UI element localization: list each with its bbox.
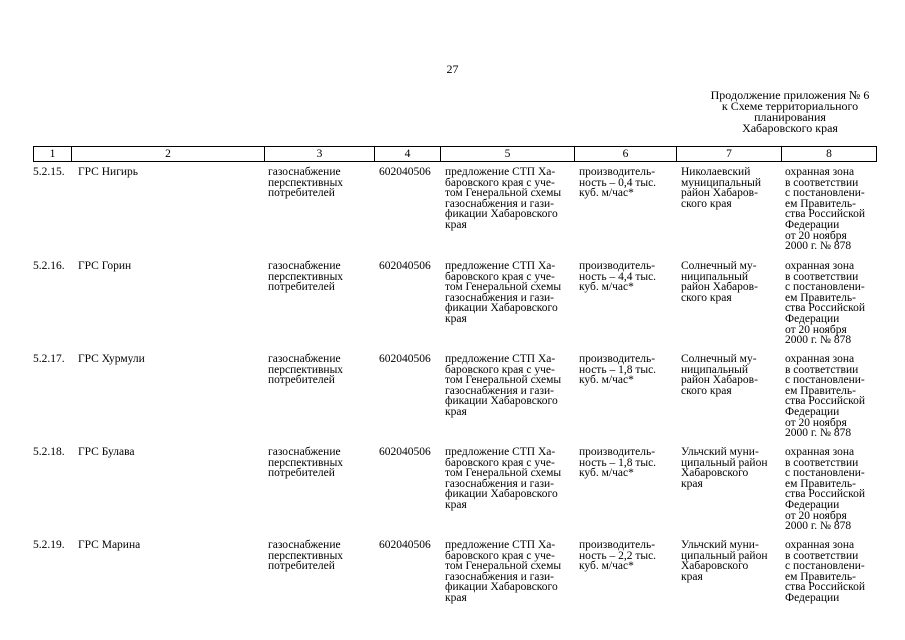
protected-zone-cell: [785, 447, 880, 532]
object-code-line: 602040506: [379, 166, 431, 178]
row-number-line: 5.2.16.: [33, 260, 65, 272]
purpose-line: газоснабжение: [268, 353, 341, 365]
protected-zone-line: охранная зона: [785, 260, 855, 272]
capacity-line: производитель-: [579, 446, 656, 458]
protected-zone-line: от 20 ноября: [785, 416, 847, 429]
capacity-line: куб. м/час*: [579, 467, 634, 480]
basis-cell: [445, 261, 577, 325]
purpose-line: перспективных: [268, 363, 344, 376]
basis-line: том Генеральной схемы: [445, 187, 562, 200]
column-header-table: [33, 146, 877, 162]
basis-line: предложение СТП Ха-: [445, 539, 556, 551]
protected-zone-line: ем Правитель-: [785, 291, 856, 304]
continuation-line: Продолжение приложения № 6: [710, 88, 870, 102]
column-header: 6: [575, 147, 677, 162]
protected-zone-line: 2000 г. № 878: [785, 334, 852, 347]
object-code-cell: [379, 354, 442, 365]
protected-zone-line: ем Правитель-: [785, 477, 856, 490]
capacity-line: производитель-: [579, 353, 656, 365]
protected-zone-line: ства Российской: [785, 581, 866, 594]
column-header: 8: [782, 147, 877, 162]
capacity-cell: [579, 167, 677, 199]
object-name-line: ГРС Марина: [78, 539, 141, 551]
location-cell: [681, 167, 781, 209]
purpose-line: потребителей: [268, 467, 335, 480]
capacity-cell: [579, 261, 677, 293]
location-line: края: [681, 477, 703, 490]
protected-zone-line: Федерации: [785, 498, 840, 511]
basis-line: газоснабжения и гази-: [445, 291, 555, 304]
location-cell: [681, 261, 781, 303]
basis-line: том Генеральной схемы: [445, 374, 562, 387]
protected-zone-line: Федерации: [785, 591, 840, 604]
object-code-cell: [379, 167, 442, 178]
location-line: район Хабаров-: [681, 281, 758, 294]
purpose-line: перспективных: [268, 549, 344, 562]
basis-line: баровского края с уче-: [445, 549, 555, 562]
basis-line: края: [445, 405, 467, 418]
row-number-line: 5.2.17.: [33, 353, 65, 365]
purpose-line: перспективных: [268, 176, 344, 189]
protected-zone-line: с постановлени-: [785, 467, 865, 480]
protected-zone-line: в соответствии: [785, 270, 859, 283]
purpose-cell: [268, 540, 373, 572]
location-cell: [681, 540, 781, 582]
location-line: Ульчский муни-: [681, 539, 759, 551]
protected-zone-line: с постановлени-: [785, 374, 865, 387]
protected-zone-line: охранная зона: [785, 166, 855, 178]
object-code-cell: [379, 540, 442, 551]
column-header: 5: [441, 147, 575, 162]
purpose-line: газоснабжение: [268, 260, 341, 272]
location-line: ского края: [681, 384, 732, 397]
object-code-cell: [379, 447, 442, 458]
object-name-cell: [78, 447, 263, 458]
capacity-line: производитель-: [579, 539, 656, 551]
basis-line: фикации Хабаровского: [445, 208, 558, 221]
protected-zone-line: ства Российской: [785, 395, 866, 408]
protected-zone-line: охранная зона: [785, 539, 855, 551]
location-cell: [681, 354, 781, 396]
basis-line: баровского края с уче-: [445, 176, 555, 189]
protected-zone-line: от 20 ноября: [785, 323, 847, 336]
location-line: район Хабаров-: [681, 187, 758, 200]
location-line: ниципальный: [681, 363, 748, 376]
basis-cell: [445, 447, 577, 511]
location-line: Хабаровского: [681, 467, 749, 480]
object-name-cell: [78, 261, 263, 272]
location-line: район Хабаров-: [681, 374, 758, 387]
object-name-line: ГРС Нигирь: [78, 166, 139, 178]
basis-line: предложение СТП Ха-: [445, 166, 556, 178]
purpose-cell: [268, 261, 373, 293]
row-number-cell: [33, 540, 77, 551]
row-number-line: 5.2.19.: [33, 539, 65, 551]
purpose-line: перспективных: [268, 270, 344, 283]
basis-line: фикации Хабаровского: [445, 581, 558, 594]
object-code-line: 602040506: [379, 539, 431, 551]
protected-zone-line: с постановлени-: [785, 560, 865, 573]
object-code-line: 602040506: [379, 260, 431, 272]
purpose-line: газоснабжение: [268, 446, 341, 458]
capacity-cell: [579, 540, 677, 572]
column-header-row: [34, 147, 877, 162]
protected-zone-line: ем Правитель-: [785, 384, 856, 397]
location-line: ского края: [681, 291, 732, 304]
protected-zone-line: ем Правитель-: [785, 570, 856, 583]
protected-zone-line: ства Российской: [785, 302, 866, 315]
basis-line: газоснабжения и гази-: [445, 570, 555, 583]
purpose-line: потребителей: [268, 187, 335, 200]
purpose-cell: [268, 354, 373, 386]
continuation-line: Хабаровского края: [742, 121, 838, 135]
protected-zone-line: 2000 г. № 878: [785, 427, 852, 440]
location-line: ципальный район: [681, 456, 768, 469]
location-line: Солнечный му-: [681, 353, 757, 365]
basis-line: газоснабжения и гази-: [445, 197, 555, 210]
capacity-line: производитель-: [579, 166, 656, 178]
location-line: Солнечный му-: [681, 260, 757, 272]
continuation-line: планирования: [754, 110, 826, 124]
basis-line: газоснабжения и гази-: [445, 477, 555, 490]
continuation-line: к Схеме территориального: [721, 99, 859, 113]
protected-zone-cell: [785, 261, 880, 346]
column-header: 4: [375, 147, 441, 162]
purpose-line: газоснабжение: [268, 166, 341, 178]
protected-zone-line: Федерации: [785, 218, 840, 231]
basis-line: предложение СТП Ха-: [445, 260, 556, 272]
capacity-line: ность – 0,4 тыс.: [579, 176, 657, 189]
protected-zone-cell: [785, 167, 880, 252]
protected-zone-line: ем Правитель-: [785, 197, 856, 210]
basis-line: том Генеральной схемы: [445, 467, 562, 480]
capacity-line: ность – 4,4 тыс.: [579, 270, 657, 283]
basis-line: фикации Хабаровского: [445, 488, 558, 501]
protected-zone-line: в соответствии: [785, 176, 859, 189]
purpose-line: перспективных: [268, 456, 344, 469]
location-line: Хабаровского: [681, 560, 749, 573]
capacity-line: куб. м/час*: [579, 187, 634, 200]
protected-zone-line: от 20 ноября: [785, 509, 847, 522]
location-line: края: [681, 570, 703, 583]
protected-zone-line: охранная зона: [785, 353, 855, 365]
row-number-line: 5.2.18.: [33, 446, 65, 458]
basis-line: том Генеральной схемы: [445, 560, 562, 573]
protected-zone-cell: [785, 540, 880, 604]
location-line: Николаевский: [681, 166, 751, 178]
basis-line: баровского края с уче-: [445, 270, 555, 283]
column-header: 3: [265, 147, 375, 162]
location-line: муниципальный: [681, 176, 762, 189]
purpose-line: потребителей: [268, 281, 335, 294]
purpose-cell: [268, 167, 373, 199]
basis-line: предложение СТП Ха-: [445, 446, 556, 458]
protected-zone-line: в соответствии: [785, 549, 859, 562]
object-name-line: ГРС Горин: [78, 260, 132, 272]
protected-zone-line: с постановлени-: [785, 187, 865, 200]
object-name-cell: [78, 354, 263, 365]
object-name-line: ГРС Булава: [78, 446, 135, 458]
purpose-cell: [268, 447, 373, 479]
capacity-line: ность – 1,8 тыс.: [579, 456, 657, 469]
basis-cell: [445, 167, 577, 231]
location-line: ципальный район: [681, 549, 768, 562]
object-code-line: 602040506: [379, 353, 431, 365]
basis-line: края: [445, 312, 467, 325]
protected-zone-line: в соответствии: [785, 456, 859, 469]
basis-line: газоснабжения и гази-: [445, 384, 555, 397]
protected-zone-line: ства Российской: [785, 208, 866, 221]
purpose-line: потребителей: [268, 560, 335, 573]
basis-line: края: [445, 218, 467, 231]
location-line: ниципальный: [681, 270, 748, 283]
protected-zone-line: с постановлени-: [785, 281, 865, 294]
basis-line: фикации Хабаровского: [445, 302, 558, 315]
object-name-cell: [78, 167, 263, 178]
column-header: 1: [34, 147, 72, 162]
capacity-line: ность – 1,8 тыс.: [579, 363, 657, 376]
basis-line: баровского края с уче-: [445, 363, 555, 376]
row-number-line: 5.2.15.: [33, 166, 65, 178]
object-code-line: 602040506: [379, 446, 431, 458]
protected-zone-line: Федерации: [785, 312, 840, 325]
purpose-line: газоснабжение: [268, 539, 341, 551]
protected-zone-line: охранная зона: [785, 446, 855, 458]
row-number-cell: [33, 447, 77, 458]
protected-zone-line: ства Российской: [785, 488, 866, 501]
protected-zone-cell: [785, 354, 880, 439]
continuation-heading: [680, 90, 900, 134]
capacity-cell: [579, 354, 677, 386]
protected-zone-line: в соответствии: [785, 363, 859, 376]
protected-zone-line: Федерации: [785, 405, 840, 418]
basis-line: фикации Хабаровского: [445, 395, 558, 408]
purpose-line: потребителей: [268, 374, 335, 387]
location-cell: [681, 447, 781, 489]
protected-zone-line: 2000 г. № 878: [785, 240, 852, 253]
capacity-line: куб. м/час*: [579, 281, 634, 294]
page-number: 27: [446, 62, 459, 76]
basis-cell: [445, 354, 577, 418]
capacity-line: куб. м/час*: [579, 560, 634, 573]
object-code-cell: [379, 261, 442, 272]
basis-cell: [445, 540, 577, 604]
basis-line: том Генеральной схемы: [445, 281, 562, 294]
row-number-cell: [33, 261, 77, 272]
column-header: 2: [72, 147, 265, 162]
basis-line: баровского края с уче-: [445, 456, 555, 469]
location-line: Ульчский муни-: [681, 446, 759, 458]
basis-line: предложение СТП Ха-: [445, 353, 556, 365]
basis-line: края: [445, 591, 467, 604]
column-header: 7: [677, 147, 782, 162]
capacity-line: ность – 2,2 тыс.: [579, 549, 657, 562]
protected-zone-line: 2000 г. № 878: [785, 520, 852, 533]
row-number-cell: [33, 167, 77, 178]
row-number-cell: [33, 354, 77, 365]
capacity-line: куб. м/час*: [579, 374, 634, 387]
object-name-line: ГРС Хурмули: [78, 353, 145, 365]
location-line: ского края: [681, 197, 732, 210]
capacity-line: производитель-: [579, 260, 656, 272]
capacity-cell: [579, 447, 677, 479]
protected-zone-line: от 20 ноября: [785, 229, 847, 242]
basis-line: края: [445, 498, 467, 511]
object-name-cell: [78, 540, 263, 551]
